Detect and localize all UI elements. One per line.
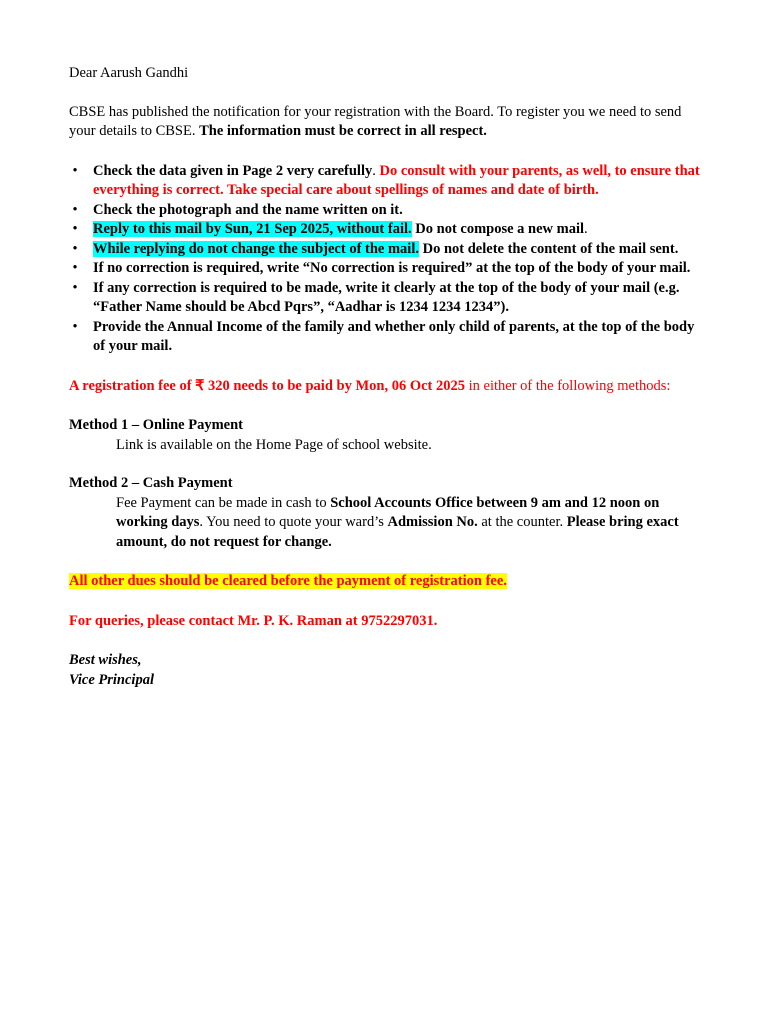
method-2-body	[69, 494, 704, 553]
signature: Vice Principal	[69, 671, 154, 688]
bullet-text: Do not compose a new mail	[411, 221, 585, 237]
method-1-block	[69, 416, 704, 455]
list-item	[69, 259, 704, 279]
method-2-office-hours: School Accounts Office between 9 am and 12 noon on working days	[116, 494, 660, 530]
fee-methods-text: in either of the following methods:	[465, 377, 671, 394]
closing: Best wishes,	[69, 652, 142, 668]
queries-contact: For queries, please contact Mr. P. K. Raman at 9752297031.	[69, 612, 438, 629]
list-item	[69, 162, 704, 201]
subject-warning-highlight: While replying do not change the subject of the mail.	[93, 240, 419, 257]
bullet-text: Do not delete the content of the mail sent.	[418, 240, 679, 257]
salutation: Dear Aarush Gandhi	[69, 65, 189, 81]
method-2-text: Fee Payment can be made in cash to	[116, 494, 331, 511]
bullet-text: .	[584, 221, 588, 237]
intro-emphasis: The information must be correct in all respect.	[199, 123, 487, 139]
fee-amount-deadline: A registration fee of ₹ 320 needs to be paid by Mon, 06 Oct 2025	[69, 377, 466, 394]
dues-highlight: All other dues should be cleared before the payment of registration fee.	[69, 573, 507, 589]
bullet-text: Check the data given in Page 2 very carefully	[93, 162, 373, 179]
instruction-list	[69, 162, 704, 357]
method-1-title: Method 1 – Online Payment	[69, 417, 243, 433]
intro-paragraph	[69, 103, 704, 142]
bullet-icon: •	[72, 201, 78, 218]
method-2-admission-no: Admission No.	[387, 514, 478, 530]
bullet-text: .	[372, 162, 380, 179]
bullet-text: If any correction is required to be made, write it clearly at the top of the body of your mail (e.g. “Father Name should be Abcd Pqrs”, “Aadhar is 1234 1234 1234”).	[93, 279, 680, 315]
bullet-icon: •	[72, 318, 78, 335]
bullet-icon: •	[72, 279, 78, 296]
bullet-warning: Do consult with your parents, as well, to ensure that everything is correct. Take special care about spellings of names and date of birth.	[93, 162, 700, 198]
bullet-icon: •	[72, 240, 78, 257]
method-2-text: at the counter.	[477, 514, 567, 530]
bullet-icon: •	[72, 260, 78, 276]
list-item	[69, 220, 704, 240]
bullet-text: Provide the Annual Income of the family and whether only child of parents, at the top of the body of your mail.	[93, 318, 695, 354]
method-2-text: . You need to quote your ward’s	[199, 514, 388, 530]
method-2-title: Method 2 – Cash Payment	[69, 475, 233, 491]
bullet-text: If no correction is required, write “No correction is required” at the top of the body of your mail.	[93, 260, 691, 276]
bullet-icon: •	[72, 162, 78, 179]
list-item	[69, 240, 704, 260]
method-2-block	[69, 474, 704, 552]
fee-notice	[69, 377, 704, 397]
intro-text: CBSE has published the notification for your registration with the Board. To register you we need to send your details to CBSE.	[69, 103, 682, 139]
bullet-text: Check the photograph and the name written on it.	[93, 201, 403, 218]
list-item	[69, 279, 704, 318]
list-item	[69, 318, 704, 357]
bullet-icon: •	[72, 221, 78, 237]
reply-deadline-highlight: Reply to this mail by Sun, 21 Sep 2025, without fail.	[93, 221, 412, 237]
list-item	[69, 201, 704, 221]
dues-notice	[69, 572, 704, 592]
method-2-exact-amount: Please bring exact amount, do not request for change.	[116, 514, 679, 550]
method-1-body: Link is available on the Home Page of school website.	[116, 436, 432, 453]
